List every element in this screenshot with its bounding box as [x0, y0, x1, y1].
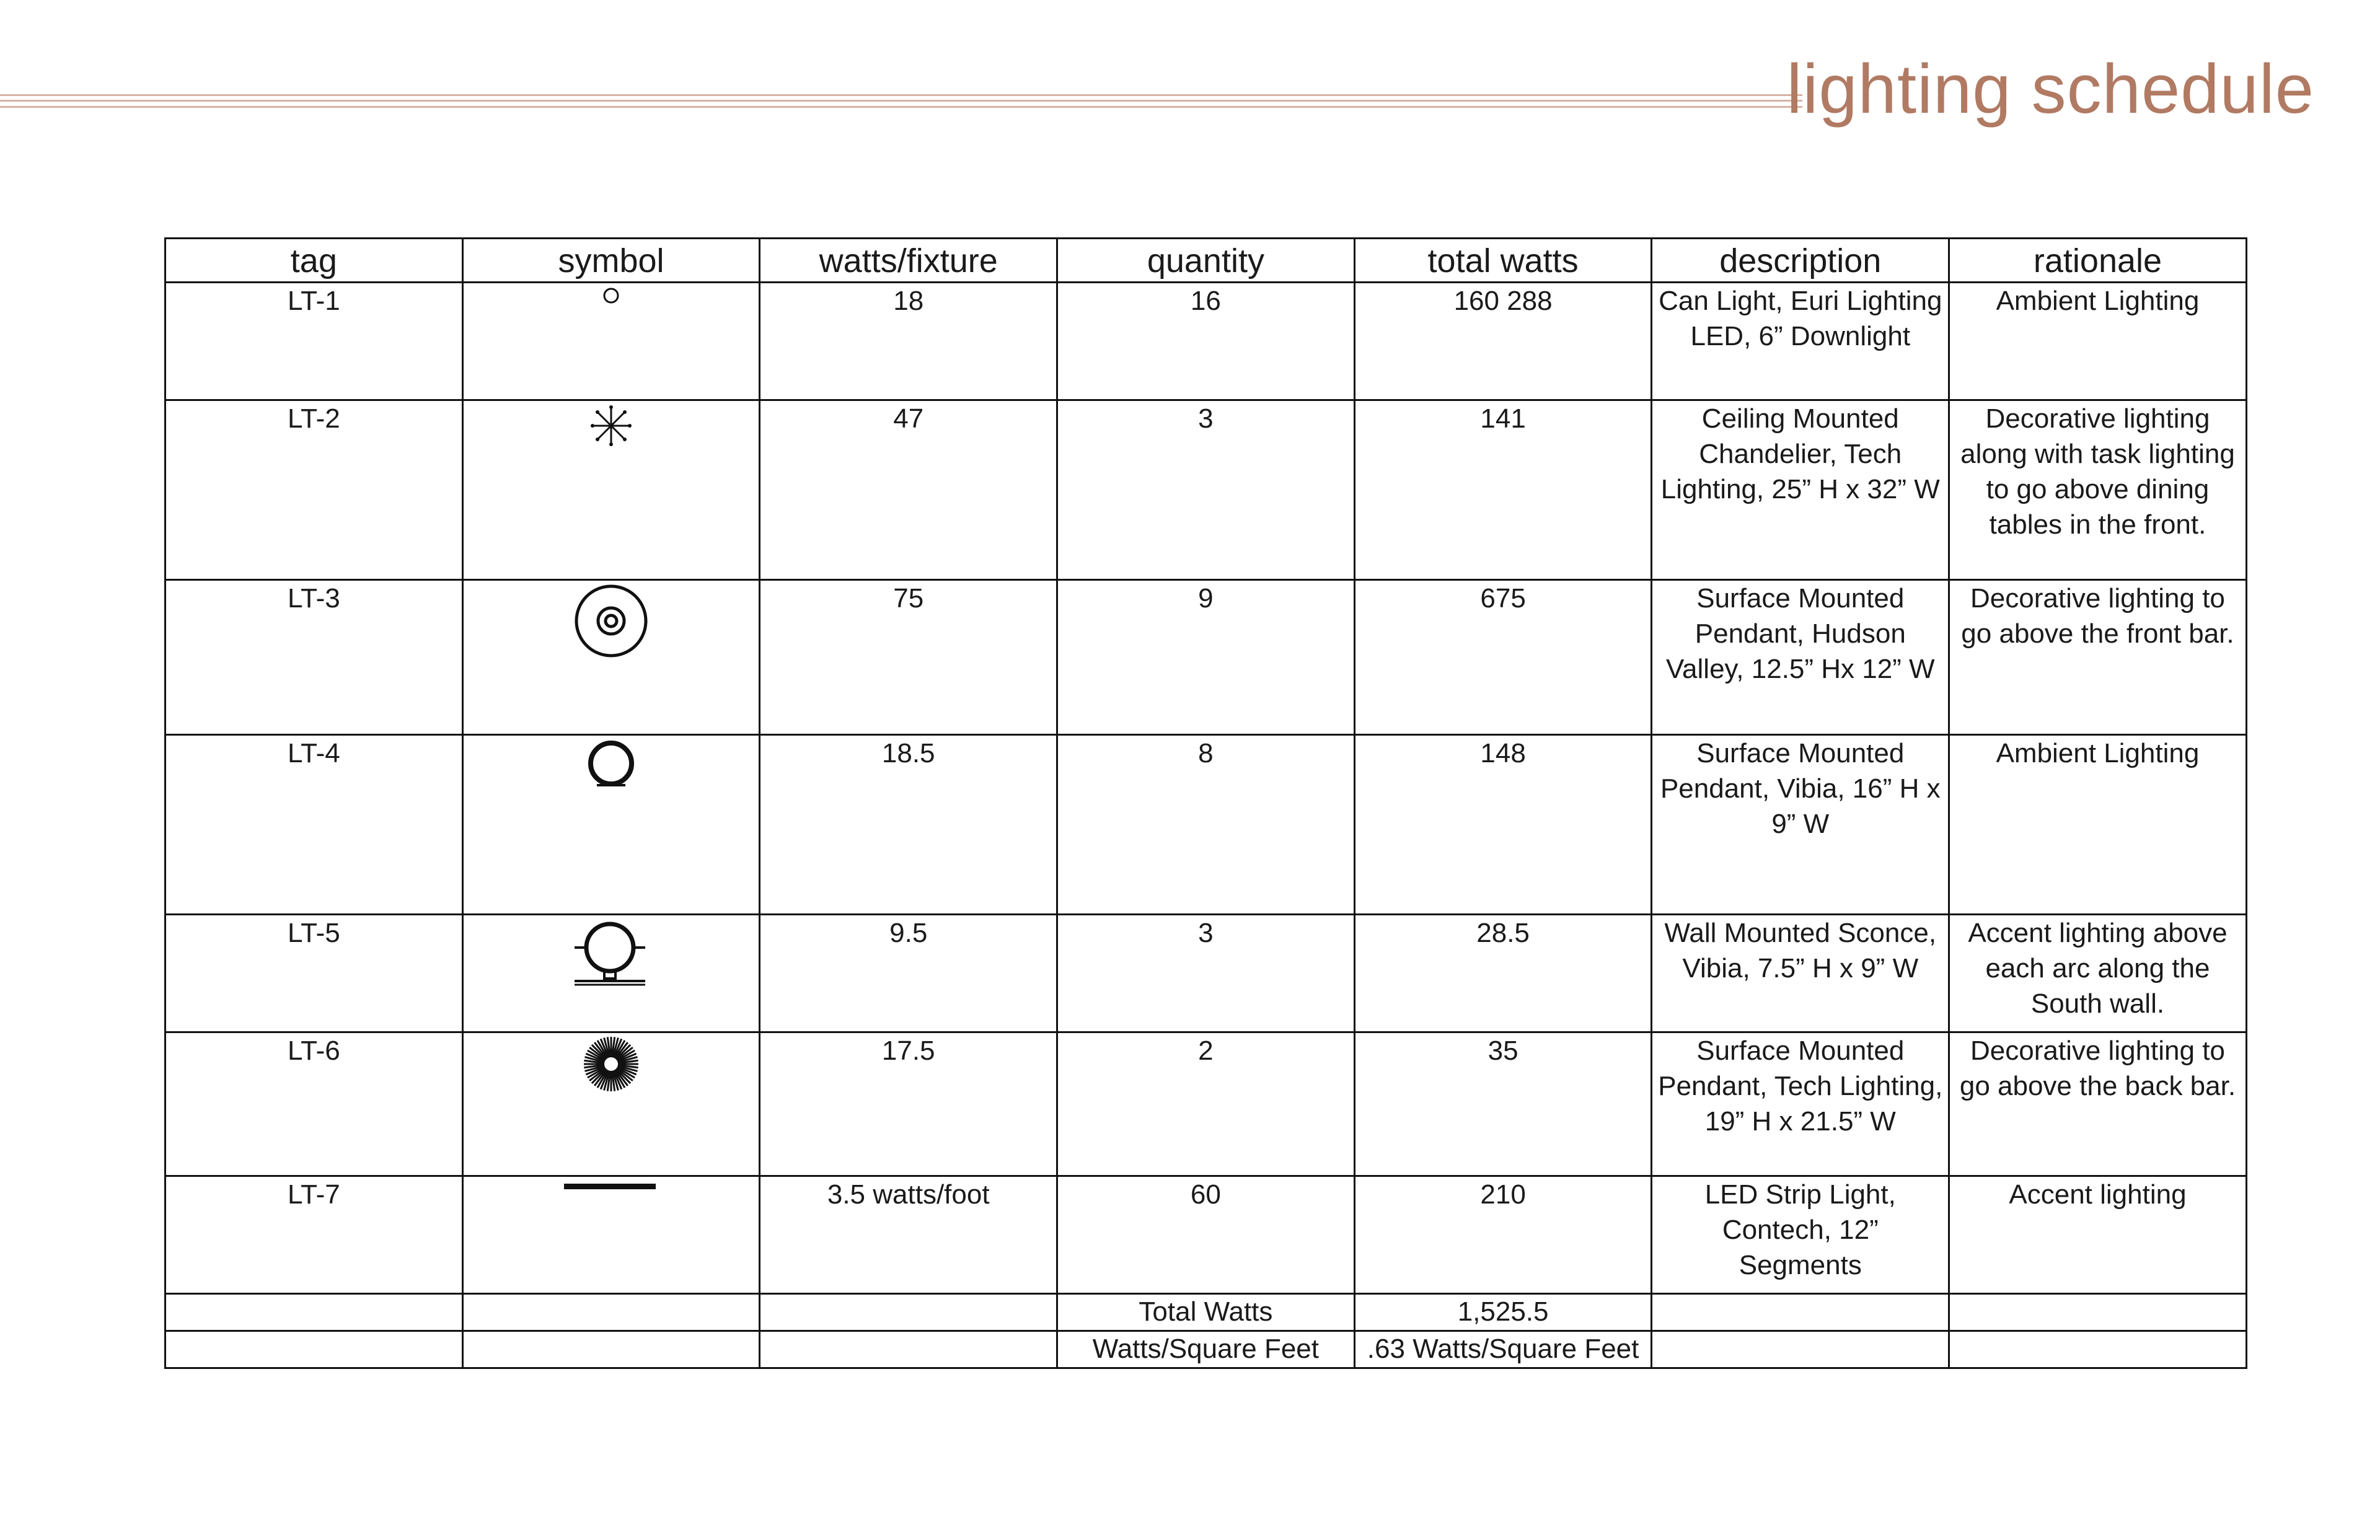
symbol-cell [462, 735, 760, 915]
column-header-symbol: symbol [462, 239, 760, 283]
watts-per-square-feet-label: Watts/Square Feet [1057, 1331, 1355, 1368]
total-watts-cell: 210 [1354, 1176, 1652, 1294]
tag-cell: LT-6 [165, 1032, 463, 1176]
empty-cell [1652, 1331, 1949, 1368]
lighting-schedule-table [164, 237, 2247, 1369]
strip-line-icon [562, 1177, 661, 1195]
table-row [165, 580, 2247, 735]
empty-cell [760, 1331, 1057, 1368]
symbol-cell [462, 1176, 760, 1294]
tag-cell: LT-7 [165, 1176, 463, 1294]
rationale-cell: Decorative lighting to go above the front bar. [1949, 580, 2247, 735]
rationale-cell: Decorative lighting along with task lighting to go above dining tables in the front. [1949, 400, 2247, 580]
description-cell: Surface Mounted Pendant, Tech Lighting, 19” H x 21.5” W [1652, 1032, 1949, 1176]
symbol-cell [462, 1032, 760, 1176]
description-cell: Surface Mounted Pendant, Vibia, 16” H x 9” W [1652, 735, 1949, 915]
column-header-rationale: rationale [1949, 239, 2247, 283]
rationale-cell: Accent lighting [1949, 1176, 2247, 1294]
description-cell: LED Strip Light, Contech, 12” Segments [1652, 1176, 1949, 1294]
tag-cell: LT-3 [165, 580, 463, 735]
column-header-quantity: quantity [1057, 239, 1355, 283]
starburst-icon [586, 401, 636, 451]
page-title: lighting schedule [1786, 50, 2314, 128]
quantity-cell: 8 [1057, 735, 1355, 915]
symbol-cell [462, 915, 760, 1032]
watts-cell: 75 [760, 580, 1057, 735]
column-header-watts: watts/fixture [760, 239, 1057, 283]
symbol-cell [462, 580, 760, 735]
table-row [165, 1176, 2247, 1294]
quantity-cell: 16 [1057, 283, 1355, 400]
column-header-tag: tag [165, 239, 463, 283]
rationale-cell: Accent lighting above each arc along the South wall. [1949, 915, 2247, 1032]
table-row [165, 283, 2247, 400]
concentric-circle-icon [571, 581, 651, 661]
empty-cell [1949, 1294, 2247, 1331]
total-watts-label: Total Watts [1057, 1294, 1355, 1331]
total-watts-value: 1,525.5 [1354, 1294, 1652, 1331]
total-watts-cell: 141 [1354, 400, 1652, 580]
watts-cell: 9.5 [760, 915, 1057, 1032]
symbol-cell [462, 283, 760, 400]
wall-sconce-icon [571, 915, 651, 996]
small-circle-icon [599, 283, 624, 308]
empty-cell [462, 1331, 760, 1368]
quantity-cell: 2 [1057, 1032, 1355, 1176]
quantity-cell: 9 [1057, 580, 1355, 735]
empty-cell [1652, 1294, 1949, 1331]
empty-cell [462, 1294, 760, 1331]
watts-cell: 18.5 [760, 735, 1057, 915]
empty-cell [165, 1294, 463, 1331]
table-header-row [165, 239, 2247, 283]
watts-cell: 3.5 watts/foot [760, 1176, 1057, 1294]
tag-cell: LT-2 [165, 400, 463, 580]
bold-ring-icon [583, 736, 639, 791]
header-rule [0, 94, 1802, 108]
total-watts-cell: 35 [1354, 1032, 1652, 1176]
total-watts-row [165, 1294, 2247, 1331]
rationale-cell: Ambient Lighting [1949, 283, 2247, 400]
description-cell: Ceiling Mounted Chandelier, Tech Lighting, 25” H x 32” W [1652, 400, 1949, 580]
table-row [165, 735, 2247, 915]
column-header-description: description [1652, 239, 1949, 283]
empty-cell [165, 1331, 463, 1368]
watts-cell: 47 [760, 400, 1057, 580]
rationale-cell: Ambient Lighting [1949, 735, 2247, 915]
total-watts-cell: 28.5 [1354, 915, 1652, 1032]
empty-cell [1949, 1331, 2247, 1368]
total-watts-cell: 160 288 [1354, 283, 1652, 400]
watts-per-square-feet-row [165, 1331, 2247, 1368]
quantity-cell: 3 [1057, 915, 1355, 1032]
description-cell: Wall Mounted Sconce, Vibia, 7.5” H x 9” W [1652, 915, 1949, 1032]
column-header-total-watts: total watts [1354, 239, 1652, 283]
sunburst-icon [580, 1033, 642, 1095]
tag-cell: LT-1 [165, 283, 463, 400]
table-row [165, 1032, 2247, 1176]
tag-cell: LT-4 [165, 735, 463, 915]
description-cell: Can Light, Euri Lighting LED, 6” Downlight [1652, 283, 1949, 400]
watts-cell: 17.5 [760, 1032, 1057, 1176]
description-cell: Surface Mounted Pendant, Hudson Valley, 12.5” Hx 12” W [1652, 580, 1949, 735]
quantity-cell: 3 [1057, 400, 1355, 580]
watts-per-square-feet-value: .63 Watts/Square Feet [1354, 1331, 1652, 1368]
symbol-cell [462, 400, 760, 580]
rationale-cell: Decorative lighting to go above the back bar. [1949, 1032, 2247, 1176]
table-row [165, 915, 2247, 1032]
tag-cell: LT-5 [165, 915, 463, 1032]
watts-cell: 18 [760, 283, 1057, 400]
quantity-cell: 60 [1057, 1176, 1355, 1294]
table-row [165, 400, 2247, 580]
total-watts-cell: 148 [1354, 735, 1652, 915]
total-watts-cell: 675 [1354, 580, 1652, 735]
empty-cell [760, 1294, 1057, 1331]
